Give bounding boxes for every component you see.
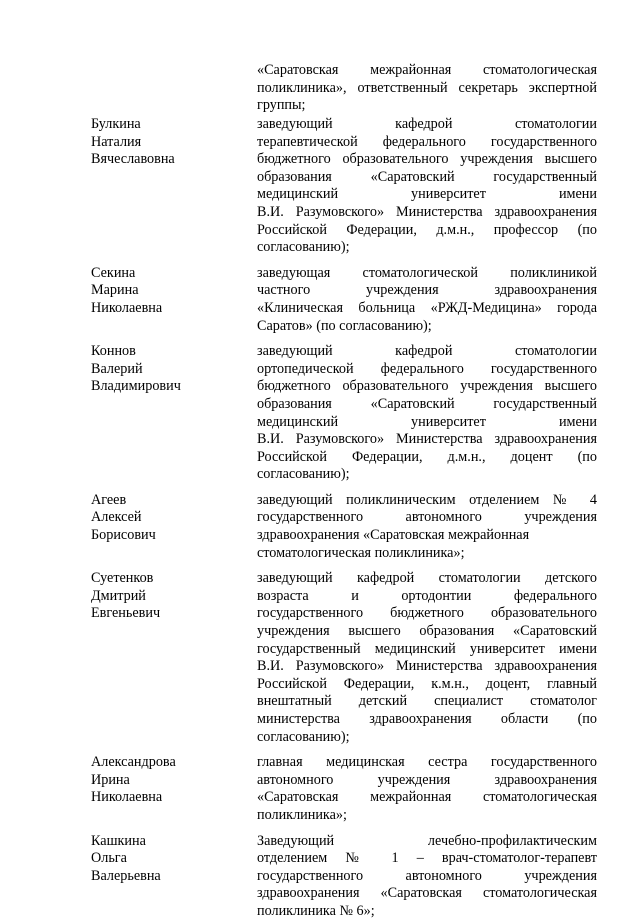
position-line: образования «Саратовский государственный bbox=[257, 395, 597, 412]
position-line: согласованию); bbox=[257, 239, 350, 256]
member-position bbox=[257, 833, 597, 921]
member-entry bbox=[0, 492, 640, 562]
position-line: внештатный детский специалист стоматолог bbox=[257, 693, 597, 710]
position-line: заведующая стоматологической поликлиникой bbox=[257, 264, 597, 281]
position-line: В.И. Разумовского» Министерства здравоохранения bbox=[257, 431, 597, 448]
position-line: В.И. Разумовского» Министерства здравоохранения bbox=[257, 203, 597, 220]
patronymic: Владимирович bbox=[91, 378, 181, 395]
position-line: медицинский университет имени bbox=[257, 413, 597, 430]
position-line: частного учреждения здравоохранения bbox=[257, 282, 597, 299]
surname: Агеев bbox=[91, 491, 127, 508]
member-position bbox=[257, 570, 597, 746]
position-line: Российской Федерации, д.м.н., профессор (по bbox=[257, 221, 597, 238]
intro-line: «Саратовская межрайонная стоматологическая bbox=[257, 62, 597, 78]
position-line: заведующий кафедрой стоматологии bbox=[257, 343, 597, 360]
position-line: поликлиника»; bbox=[257, 806, 347, 823]
member-position bbox=[257, 343, 597, 484]
position-line: поликлиника № 6»; bbox=[257, 902, 375, 919]
position-line: заведующий поликлиническим отделением № 4 bbox=[257, 491, 597, 508]
member-position bbox=[257, 116, 597, 257]
member-entry bbox=[0, 265, 640, 335]
member-entry bbox=[0, 570, 640, 746]
surname: Кашкина bbox=[91, 832, 146, 849]
member-position bbox=[257, 492, 597, 562]
position-line: В.И. Разумовского» Министерства здравоохранения bbox=[257, 658, 597, 675]
first-name: Марина bbox=[91, 282, 139, 299]
position-line: государственный медицинский университет имени bbox=[257, 640, 597, 657]
member-name bbox=[0, 754, 261, 807]
position-line: Саратов» (по согласованию); bbox=[257, 317, 432, 334]
position-line: Заведующий лечебно-профилактическим bbox=[257, 832, 597, 849]
surname: Булкина bbox=[91, 116, 141, 132]
position-line: медицинский университет имени bbox=[257, 186, 597, 203]
position-line: автономного учреждения здравоохранения bbox=[257, 771, 597, 788]
patronymic: Борисович bbox=[91, 527, 156, 544]
intro-line: поликлиника», ответственный секретарь экспертной bbox=[257, 79, 597, 96]
patronymic: Евгеньевич bbox=[91, 605, 161, 622]
position-line: заведующий кафедрой стоматологии детского bbox=[257, 570, 597, 587]
surname: Александрова bbox=[91, 754, 176, 771]
position-line: стоматологическая поликлиника»; bbox=[257, 544, 465, 561]
position-line: бюджетного образовательного учреждения высшего bbox=[257, 378, 597, 395]
position-line: «Саратовская межрайонная стоматологическая bbox=[257, 789, 597, 806]
member-name bbox=[0, 833, 261, 886]
member-name bbox=[0, 570, 261, 623]
member-name bbox=[0, 116, 261, 169]
position-line: согласованию); bbox=[257, 728, 350, 745]
intro-continuation bbox=[257, 62, 597, 115]
position-line: ортопедической федерального государственного bbox=[257, 360, 597, 377]
position-line: главная медицинская сестра государственного bbox=[257, 754, 597, 771]
patronymic: Валерьевна bbox=[91, 867, 161, 884]
position-line: здравоохранения «Саратовская межрайонная bbox=[257, 527, 530, 544]
position-line: заведующий кафедрой стоматологии bbox=[257, 116, 597, 132]
first-name: Ирина bbox=[91, 771, 130, 788]
member-entry bbox=[0, 833, 640, 921]
first-name: Валерий bbox=[91, 360, 143, 377]
member-name bbox=[0, 492, 261, 545]
position-line: согласованию); bbox=[257, 466, 350, 483]
first-name: Дмитрий bbox=[91, 587, 146, 604]
position-line: бюджетного образовательного учреждения высшего bbox=[257, 151, 597, 168]
position-line: государственного бюджетного образовательного bbox=[257, 605, 597, 622]
position-line: здравоохранения «Саратовская стоматологическая bbox=[257, 885, 597, 902]
surname: Суетенков bbox=[91, 570, 154, 587]
position-line: Российской Федерации, д.м.н., доцент (по bbox=[257, 448, 597, 465]
member-list bbox=[0, 116, 640, 921]
position-line: государственного автономного учреждения bbox=[257, 509, 597, 526]
position-line: терапевтической федерального государственного bbox=[257, 133, 597, 150]
intro-line: группы; bbox=[257, 97, 306, 114]
member-position bbox=[257, 265, 597, 335]
patronymic: Николаевна bbox=[91, 789, 163, 806]
position-line: «Клиническая больница «РЖД-Медицина» города bbox=[257, 299, 597, 316]
position-line: государственного автономного учреждения bbox=[257, 867, 597, 884]
first-name: Алексей bbox=[91, 509, 142, 526]
member-name bbox=[0, 265, 261, 318]
position-line: возраста и ортодонтии федерального bbox=[257, 587, 597, 604]
patronymic: Вячеславовна bbox=[91, 151, 175, 168]
position-line: отделением № 1 – врач-стоматолог-терапевт bbox=[257, 850, 597, 867]
first-name: Ольга bbox=[91, 850, 127, 867]
member-position bbox=[257, 754, 597, 824]
member-name bbox=[0, 343, 261, 396]
member-entry bbox=[0, 754, 640, 824]
first-name: Наталия bbox=[91, 133, 142, 150]
surname: Коннов bbox=[91, 343, 136, 360]
position-line: министерства здравоохранения области (по bbox=[257, 711, 597, 727]
member-entry bbox=[0, 343, 640, 484]
position-line: учреждения высшего образования «Саратовский bbox=[257, 623, 597, 640]
member-entry bbox=[0, 116, 640, 257]
position-line: Российской Федерации, к.м.н., доцент, главный bbox=[257, 675, 597, 692]
surname: Секина bbox=[91, 264, 136, 281]
patronymic: Николаевна bbox=[91, 299, 163, 316]
position-line: образования «Саратовский государственный bbox=[257, 168, 597, 185]
